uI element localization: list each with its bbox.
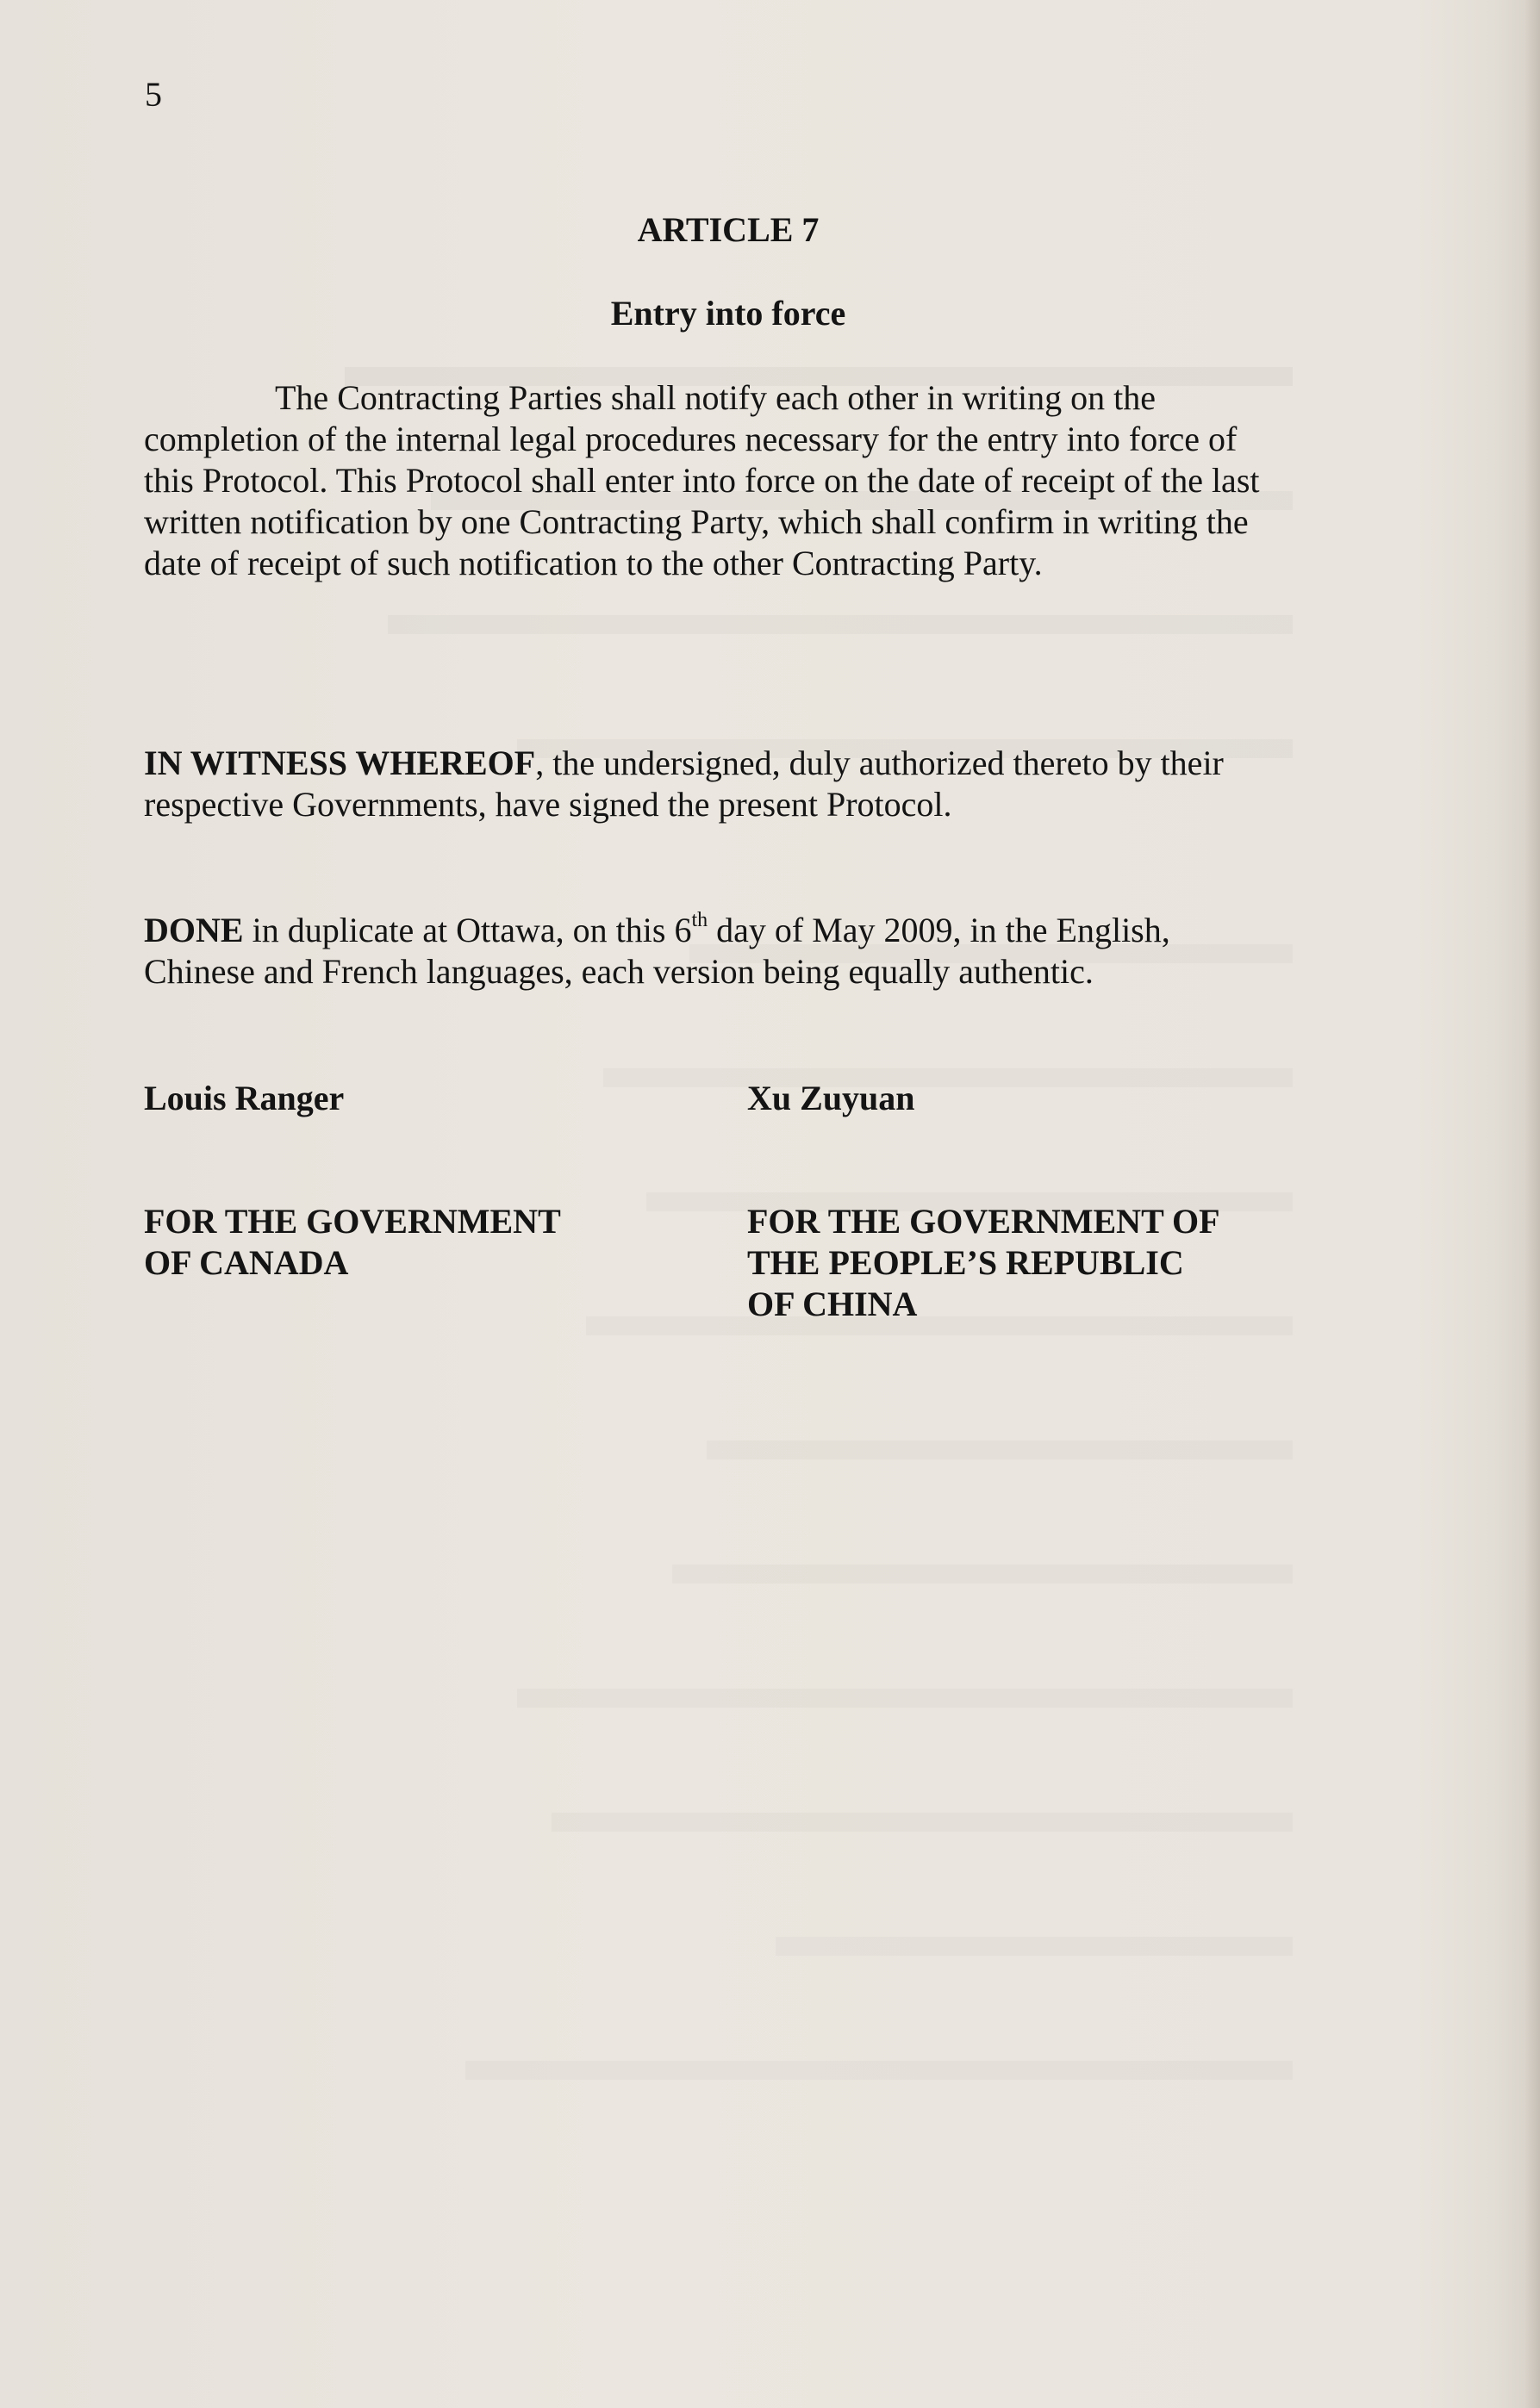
done-line <box>144 910 1346 951</box>
section-title: Entry into force <box>610 294 846 333</box>
page-edge-shadow <box>1524 0 1540 2408</box>
witness-text: , the undersigned, duly authorized thereto by their <box>535 744 1224 782</box>
paragraph-line: completion of the internal legal procedures necessary for the entry into force of <box>144 420 1238 458</box>
done-text-cont: day of May 2009, in the English, <box>708 911 1170 949</box>
witness-lead: IN WITNESS WHEREOF <box>144 744 536 782</box>
government-line: THE PEOPLE’S REPUBLIC <box>747 1243 1184 1282</box>
signatory-china-government <box>747 1201 1220 1325</box>
witness-line <box>144 743 1346 784</box>
government-line: FOR THE GOVERNMENT <box>144 1202 561 1241</box>
signatory-canada-name: Louis Ranger <box>144 1079 345 1117</box>
witness-line: respective Governments, have signed the present Protocol. <box>144 785 952 824</box>
date-superscript: th <box>691 909 708 931</box>
paragraph-line: The Contracting Parties shall notify each other in writing on the <box>275 378 1156 417</box>
paragraph-line: this Protocol. This Protocol shall enter into force on the date of receipt of the last <box>144 461 1260 500</box>
done-line: Chinese and French languages, each version being equally authentic. <box>144 952 1094 991</box>
paragraph-line: date of receipt of such notification to the other Contracting Party. <box>144 544 1043 582</box>
done-text: in duplicate at Ottawa, on this 6 <box>243 911 692 949</box>
paragraph-line: written notification by one Contracting Party, which shall confirm in writing the <box>144 502 1249 541</box>
done-lead: DONE <box>144 911 244 949</box>
witness-clause <box>144 743 1346 825</box>
article-heading: ARTICLE 7 <box>637 210 820 249</box>
government-line: OF CANADA <box>144 1243 349 1282</box>
done-clause <box>144 910 1346 992</box>
entry-into-force-paragraph <box>144 377 1346 584</box>
page-number: 5 <box>145 75 162 114</box>
signatory-canada-government <box>144 1201 561 1284</box>
government-line: OF CHINA <box>747 1285 918 1323</box>
signatory-china-name: Xu Zuyuan <box>747 1079 915 1117</box>
government-line: FOR THE GOVERNMENT OF <box>747 1202 1220 1241</box>
